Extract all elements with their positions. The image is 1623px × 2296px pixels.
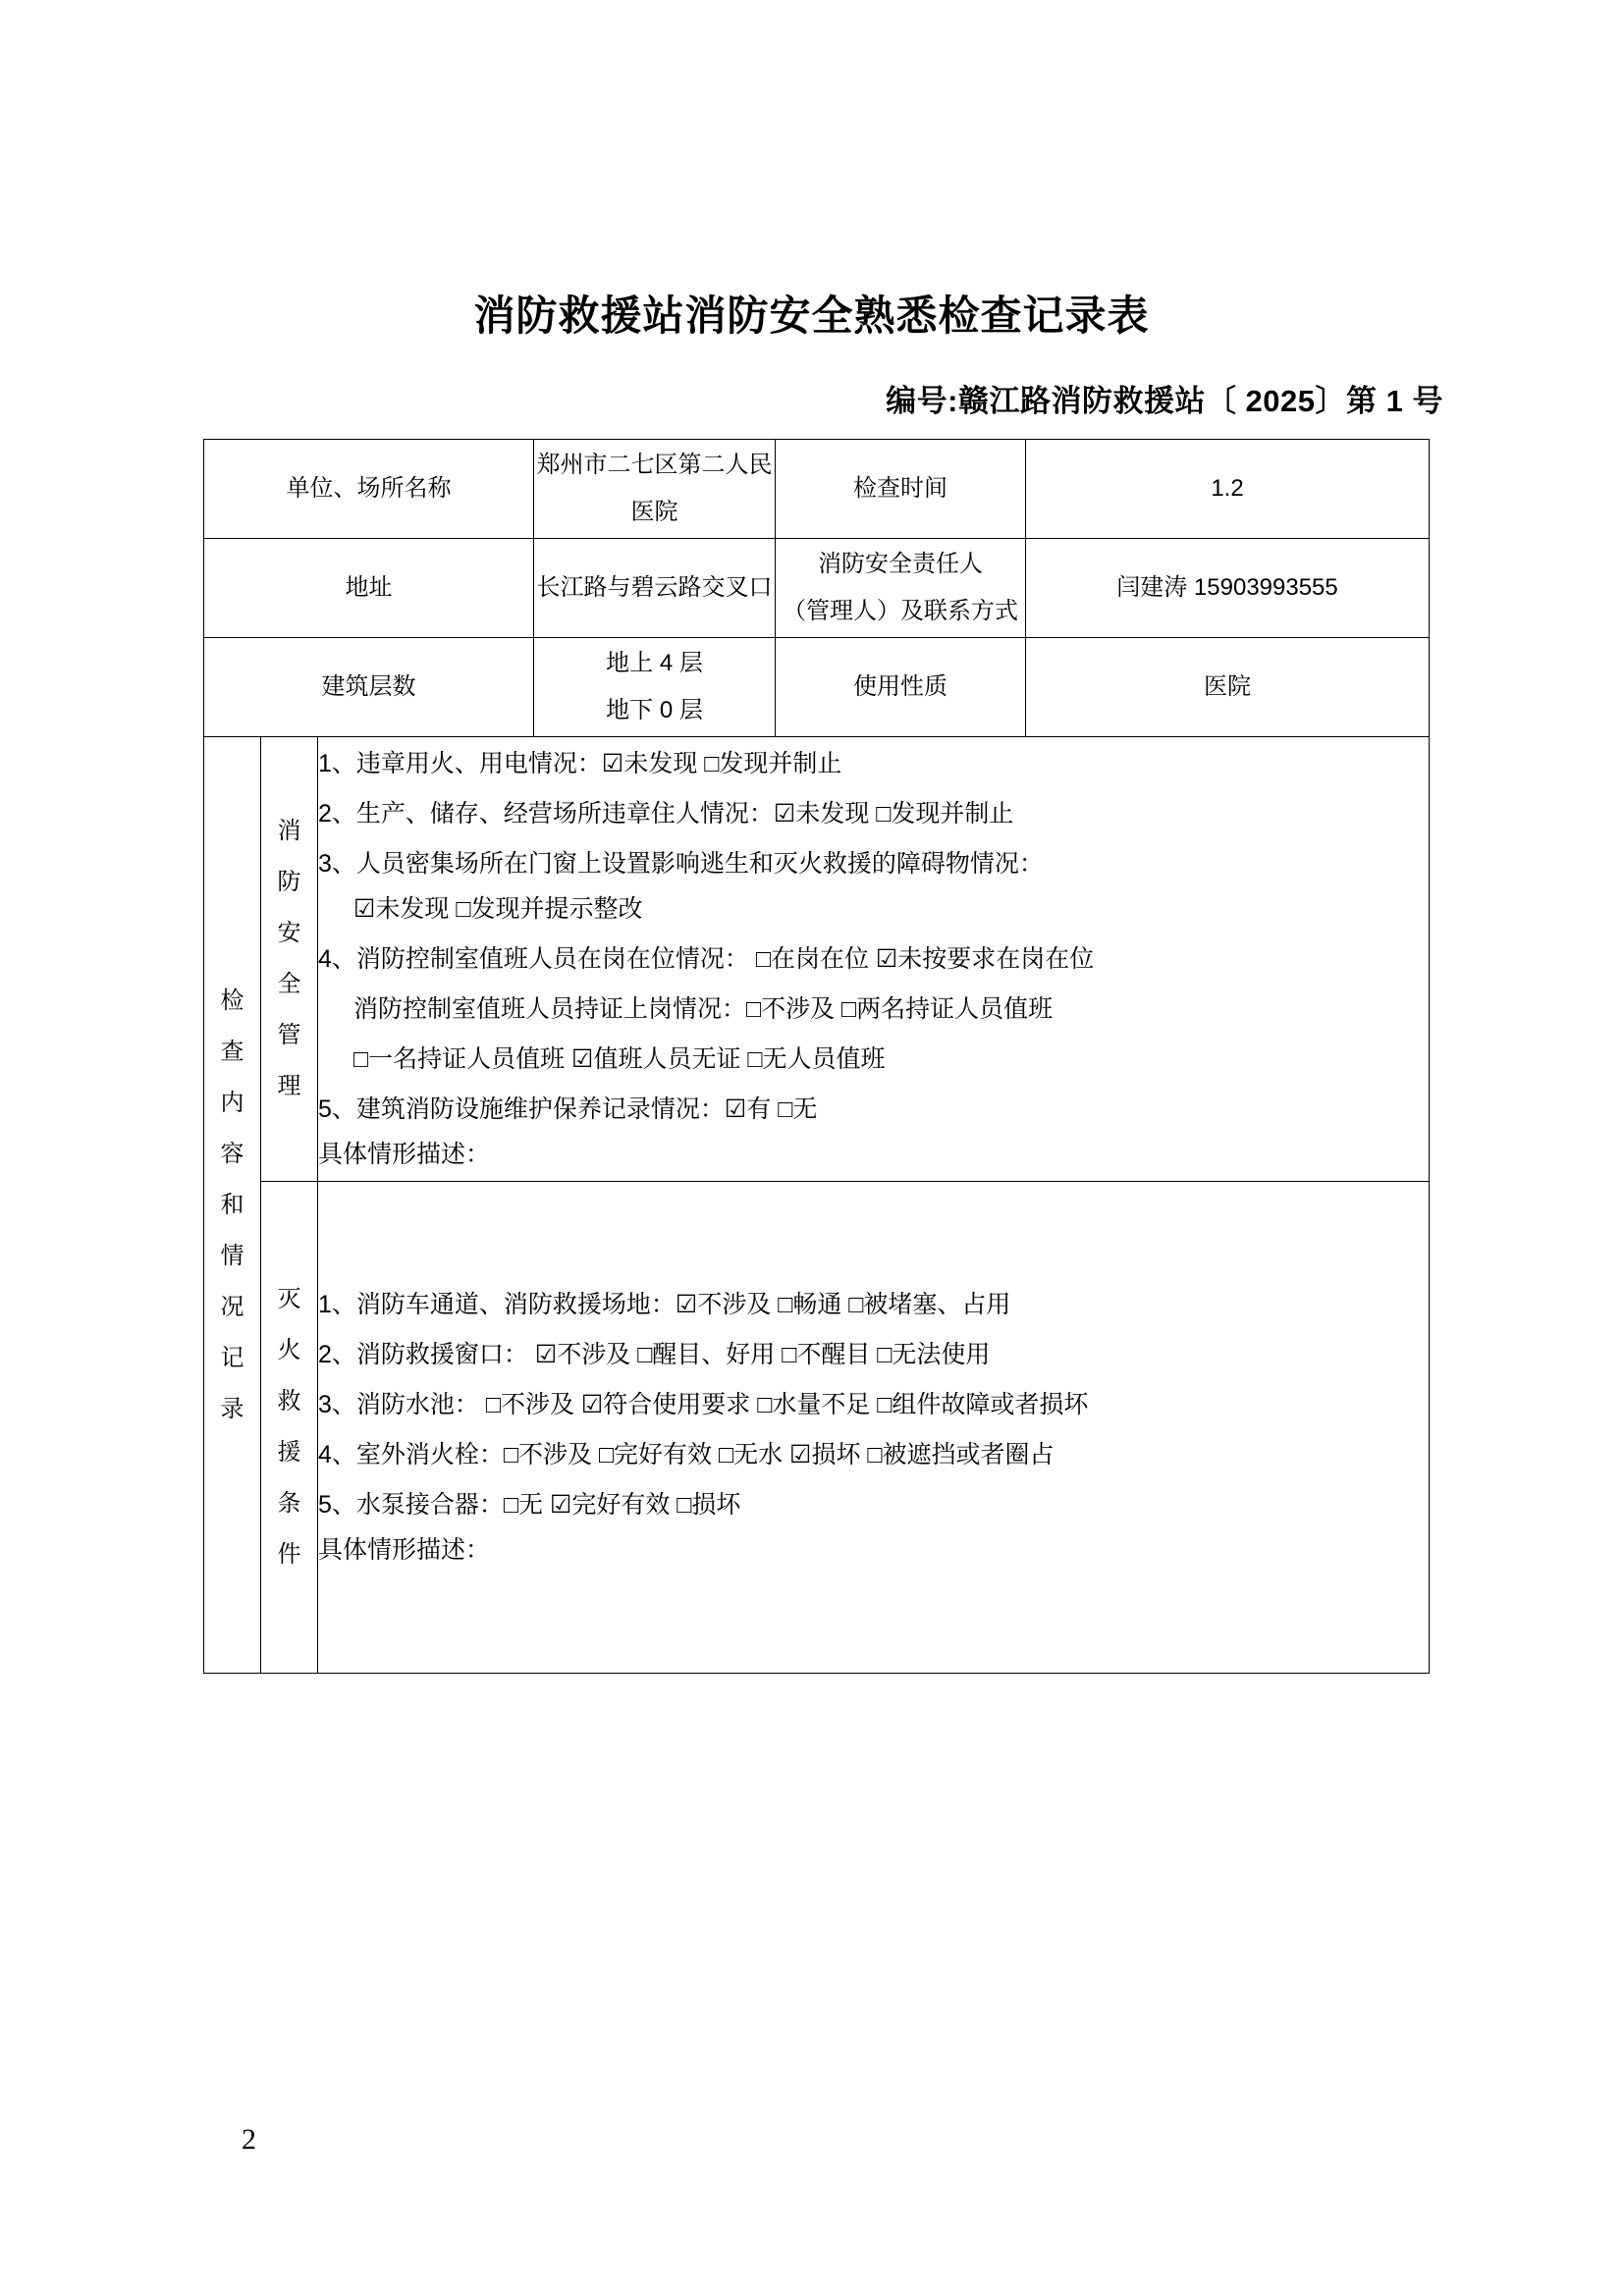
vlabel-char: 容	[220, 1140, 244, 1167]
vlabel-char: 消	[277, 818, 301, 844]
floors-below-ground: 地下 0 层	[606, 697, 703, 723]
usage-type-value: 医院	[1026, 638, 1430, 737]
page-title: 消防救援站消防安全熟悉检查记录表	[473, 293, 1150, 339]
description-label: 具体情形描述：	[318, 1141, 491, 1168]
checklist-item[interactable]: 5、水泵接合器：□无 ☑完好有效 □损坏	[318, 1491, 741, 1519]
responsible-person-label-line2: （管理人）及联系方式	[783, 598, 1019, 624]
checklist-item[interactable]: □一名持证人员值班 ☑值班人员无证 □无人员值班	[353, 1045, 886, 1073]
fire-safety-management-content	[318, 737, 1430, 1182]
vlabel-char: 况	[220, 1293, 244, 1320]
checklist-item[interactable]: 2、生产、储存、经营场所违章住人情况：☑未发现 □发现并制止	[318, 800, 1014, 828]
vlabel-char: 援	[277, 1439, 301, 1466]
vlabel-char: 理	[277, 1073, 301, 1099]
vlabel-char: 检	[220, 987, 244, 1014]
vlabel-char: 安	[277, 920, 301, 946]
inspection-time-label: 检查时间	[776, 440, 1026, 539]
floors-above-ground: 地上 4 层	[606, 650, 703, 676]
vlabel-char: 件	[277, 1541, 301, 1568]
table-row	[204, 638, 1430, 737]
vlabel-char: 情	[220, 1242, 244, 1269]
firefighting-rescue-conditions-content	[318, 1182, 1430, 1674]
firefighting-rescue-conditions-label	[261, 1182, 318, 1674]
checklist-item[interactable]: 3、消防水池： □不涉及 ☑符合使用要求 □水量不足 □组件故障或者损坏	[318, 1391, 1089, 1418]
vlabel-char: 火	[277, 1337, 301, 1363]
floors-label: 建筑层数	[204, 638, 534, 737]
vlabel-char: 记	[220, 1344, 244, 1371]
fire-safety-management-label	[261, 737, 318, 1182]
vlabel-char: 管	[277, 1022, 301, 1048]
inspection-time-value: 1.2	[1026, 440, 1430, 539]
vlabel-char: 条	[277, 1490, 301, 1517]
address-value: 长江路与碧云路交叉口	[534, 539, 776, 638]
vlabel-char: 全	[277, 971, 301, 997]
inspection-record-table	[203, 439, 1430, 1674]
table-row	[204, 1182, 1430, 1674]
unit-name-label: 单位、场所名称	[204, 440, 534, 539]
address-label: 地址	[204, 539, 534, 638]
unit-name-value: 郑州市二七区第二人民医院	[534, 440, 776, 539]
checklist-item[interactable]: 1、消防车通道、消防救援场地：☑不涉及 □畅通 □被堵塞、占用	[318, 1291, 1011, 1318]
table-row	[204, 737, 1430, 1182]
title-container	[0, 291, 1623, 342]
responsible-person-value: 闫建涛 15903993555	[1026, 539, 1430, 638]
checklist-item[interactable]: 2、消防救援窗口： ☑不涉及 □醒目、好用 □不醒目 □无法使用	[318, 1341, 991, 1368]
responsible-person-label	[776, 539, 1026, 638]
inspection-content-label	[204, 737, 261, 1674]
checklist-item[interactable]: 5、建筑消防设施维护保养记录情况：☑有 □无	[318, 1095, 818, 1123]
page-number: 2	[242, 2123, 256, 2156]
document-number: 编号:赣江路消防救援站〔 2025〕第 1 号	[886, 384, 1443, 418]
vlabel-char: 灭	[277, 1286, 301, 1312]
table-row	[204, 440, 1430, 539]
floors-value	[534, 638, 776, 737]
description-label: 具体情形描述：	[318, 1536, 491, 1564]
table-row	[204, 539, 1430, 638]
vlabel-char: 防	[277, 869, 301, 895]
checklist-item[interactable]: 1、违章用火、用电情况：☑未发现 □发现并制止	[318, 750, 842, 777]
checklist-item[interactable]: 4、消防控制室值班人员在岗在位情况： □在岗在位 ☑未按要求在岗在位	[318, 945, 1095, 973]
vlabel-char: 查	[220, 1038, 244, 1065]
responsible-person-label-line1: 消防安全责任人	[818, 551, 984, 577]
checklist-item[interactable]: 4、室外消火栓：□不涉及 □完好有效 □无水 ☑损坏 □被遮挡或者圈占	[318, 1441, 1055, 1468]
vlabel-char: 内	[220, 1089, 244, 1116]
checklist-item[interactable]: ☑未发现 □发现并提示整改	[353, 895, 643, 923]
checklist-item[interactable]: 消防控制室值班人员持证上岗情况：□不涉及 □两名持证人员值班	[353, 995, 1054, 1023]
vlabel-char: 和	[220, 1191, 244, 1218]
checklist-item: 3、人员密集场所在门窗上设置影响逃生和灭火救援的障碍物情况：	[318, 850, 1044, 878]
vlabel-char: 录	[220, 1395, 244, 1422]
subtitle-container	[0, 376, 1443, 420]
usage-type-label: 使用性质	[776, 638, 1026, 737]
vlabel-char: 救	[277, 1388, 301, 1415]
